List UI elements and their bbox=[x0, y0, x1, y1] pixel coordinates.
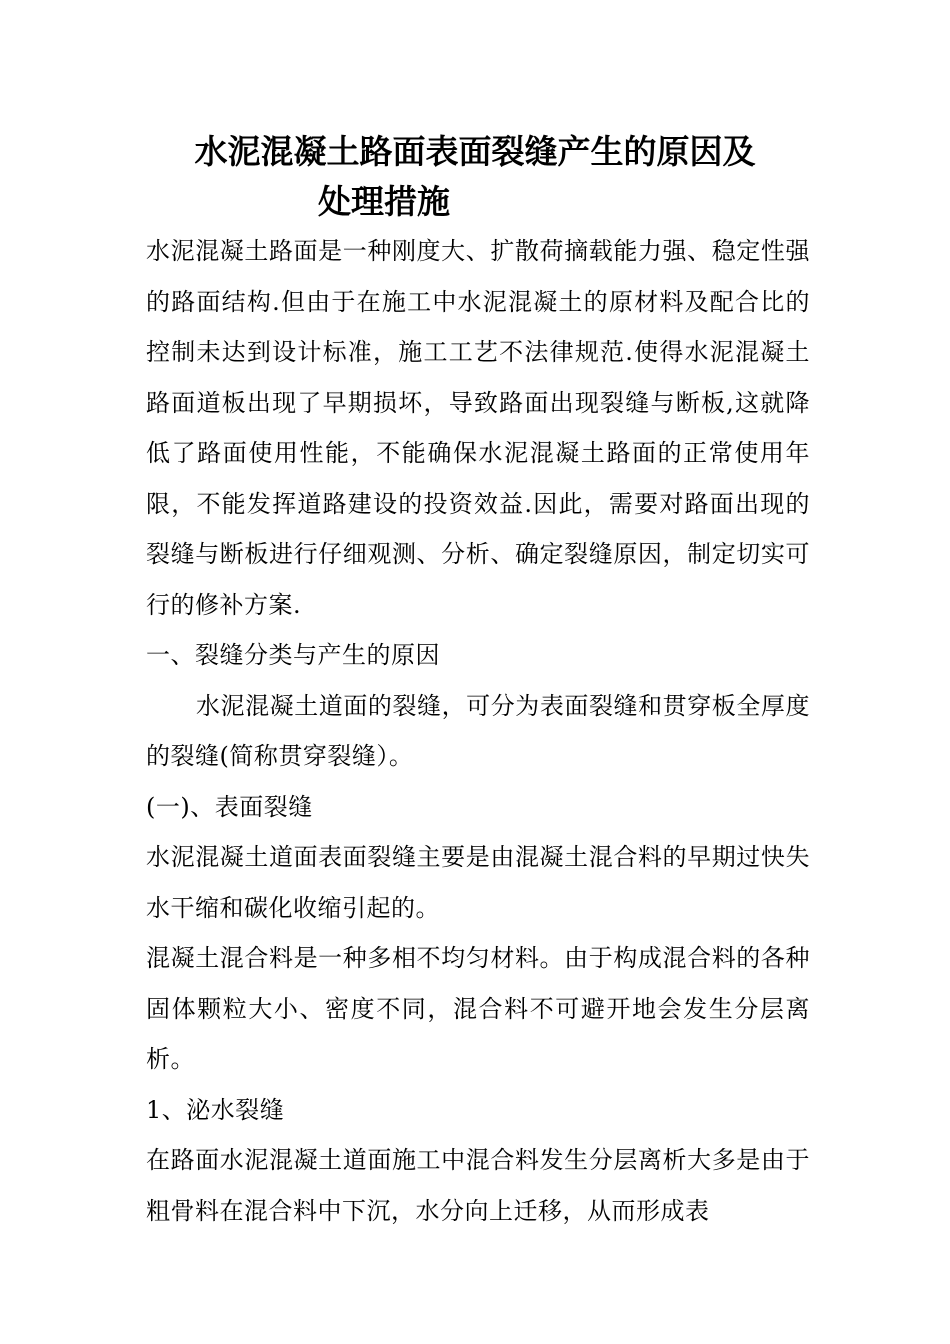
surface-crack-cause-paragraph: 水泥混凝土道面表面裂缝主要是由混凝土混合料的早期过快失水干缩和碳化收缩引起的。 bbox=[146, 843, 810, 922]
section-heading-crack-classification: 一、裂缝分类与产生的原因 bbox=[146, 641, 440, 669]
intro-paragraph: 水泥混凝土路面是一种刚度大、扩散荷摘载能力强、稳定性强的路面结构.但由于在施工中水泥混凝土的原材料及配合比的控制未达到设计标准，施工工艺不法律规范.使得水泥混凝土路面道板出现了早期损坏，导致路面出现裂缝与断板,这就降低了路面使用性能，不能确保水泥混凝土路面的正常使用年限，不能发挥道路建设的投资效益.因此，需要对路面出现的裂缝与断板进行仔细观测、分析、确定裂缝原因，制定切实可行的修补方案. bbox=[146, 237, 810, 619]
crack-types-paragraph: 水泥混凝土道面的裂缝，可分为表面裂缝和贯穿板全厚度的裂缝(简称贯穿裂缝）。 bbox=[146, 691, 810, 770]
document-title-line-1: 水泥混凝土路面表面裂缝产生的原因及 bbox=[194, 132, 756, 171]
mixture-segregation-paragraph: 混凝土混合料是一种多相不均匀材料。由于构成混合料的各种固体颗粒大小、密度不同，混合料不可避开地会发生分层离析。 bbox=[146, 944, 810, 1073]
item-heading-bleeding-cracks: 1、泌水裂缝 bbox=[146, 1095, 285, 1124]
bleeding-crack-paragraph: 在路面水泥混凝土道面施工中混合料发生分层离析大多是由于粗骨料在混合料中下沉，水分向上迁移，从而形成表 bbox=[146, 1146, 810, 1225]
document-title-line-2: 处理措施 bbox=[318, 182, 450, 221]
subsection-heading-surface-cracks: (一)、表面裂缝 bbox=[146, 792, 313, 821]
document-body bbox=[146, 226, 810, 1236]
